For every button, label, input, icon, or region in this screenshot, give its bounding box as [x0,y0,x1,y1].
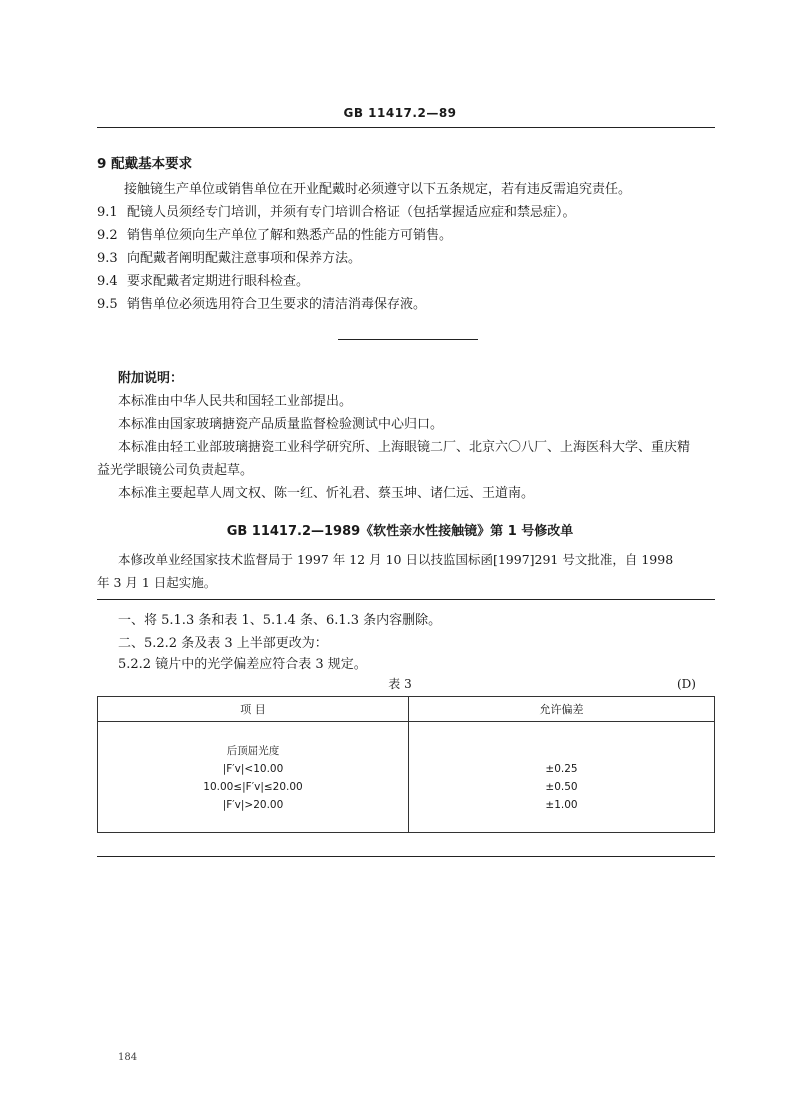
clause-number: 9.5 [97,297,118,312]
header-rule [97,127,715,128]
section-9-title: 9 配戴基本要求 [97,156,193,172]
notes-line: 本标准由轻工业部玻璃搪瓷工业科学研究所、上海眼镜二厂、北京六〇八厂、上海医科大学、重庆精 [118,440,691,455]
amendment-approval-line: 年 3 月 1 日起实施。 [97,575,217,590]
tolerance-cell: ±0.25 [545,763,578,775]
notes-title: 附加说明： [118,371,184,386]
clause-9-5 [97,296,426,314]
clause-number: 9.1 [97,205,118,220]
item-cell: |F′v|<10.00 [222,763,284,775]
amendment-rule [97,599,715,600]
section-9-intro: 接触镜生产单位或销售单位在开业配戴时必须遵守以下五条规定，若有违反需追究责任。 [124,182,632,197]
amendment-change: 一、将 5.1.3 条和表 1、5.1.4 条、6.1.3 条内容删除。 [118,613,442,628]
page-number: 184 [118,1052,138,1063]
table-bottom-rule [97,856,715,857]
table-unit: (D) [677,677,696,691]
table-header-row [98,697,715,722]
table-caption: 表 3 [388,677,412,691]
clause-9-2 [97,227,452,245]
clause-text: 销售单位必须选用符合卫生要求的清洁消毒保存液。 [127,297,427,312]
clause-number: 9.3 [97,251,118,266]
clause-number: 9.4 [97,274,118,289]
amendment-approval-line: 本修改单业经国家技术监督局于 1997 年 12 月 10 日以技监国标函[1997]291 号文批准，自 1998 [118,552,674,567]
notes-line: 本标准由国家玻璃搪瓷产品质量监督检验测试中心归口。 [118,417,444,432]
notes-line: 益光学眼镜公司负责起草。 [97,463,254,478]
group-label: 后顶屈光度 [226,745,280,757]
table-3 [97,696,715,833]
clause-text: 要求配戴者定期进行眼科检查。 [127,274,310,289]
item-cell: |F′v|>20.00 [222,799,284,811]
tolerance-cell: ±0.50 [545,781,578,793]
notes-line: 本标准由中华人民共和国轻工业部提出。 [118,394,353,409]
column-header-item: 项 目 [98,697,409,722]
tolerance-cell: ±1.00 [545,799,578,811]
table-row [98,722,715,833]
clause-9-1 [97,204,576,222]
clause-number: 9.2 [97,228,118,243]
clause-text: 销售单位须向生产单位了解和熟悉产品的性能方可销售。 [127,228,453,243]
amendment-title: GB 11417.2—1989《软性亲水性接触镜》第 1 号修改单 [226,524,574,539]
clause-9-4 [97,273,309,291]
notes-line: 本标准主要起草人周文权、陈一红、忻礼君、蔡玉坤、诸仁远、王道南。 [118,486,535,501]
standard-code-header: GB 11417.2—89 [343,106,457,120]
amendment-clause: 5.2.2 镜片中的光学偏差应符合表 3 规定。 [118,657,367,672]
section-end-divider [338,339,478,340]
clause-text: 配镜人员须经专门培训，并须有专门培训合格证（包括掌握适应症和禁忌症）。 [127,205,576,220]
clause-9-3 [97,250,361,268]
clause-text: 向配戴者阐明配戴注意事项和保养方法。 [127,251,362,266]
item-cell: 10.00≤|F′v|≤20.00 [203,781,303,793]
amendment-change: 二、5.2.2 条及表 3 上半部更改为： [118,636,328,651]
column-header-tolerance: 允许偏差 [409,697,715,722]
